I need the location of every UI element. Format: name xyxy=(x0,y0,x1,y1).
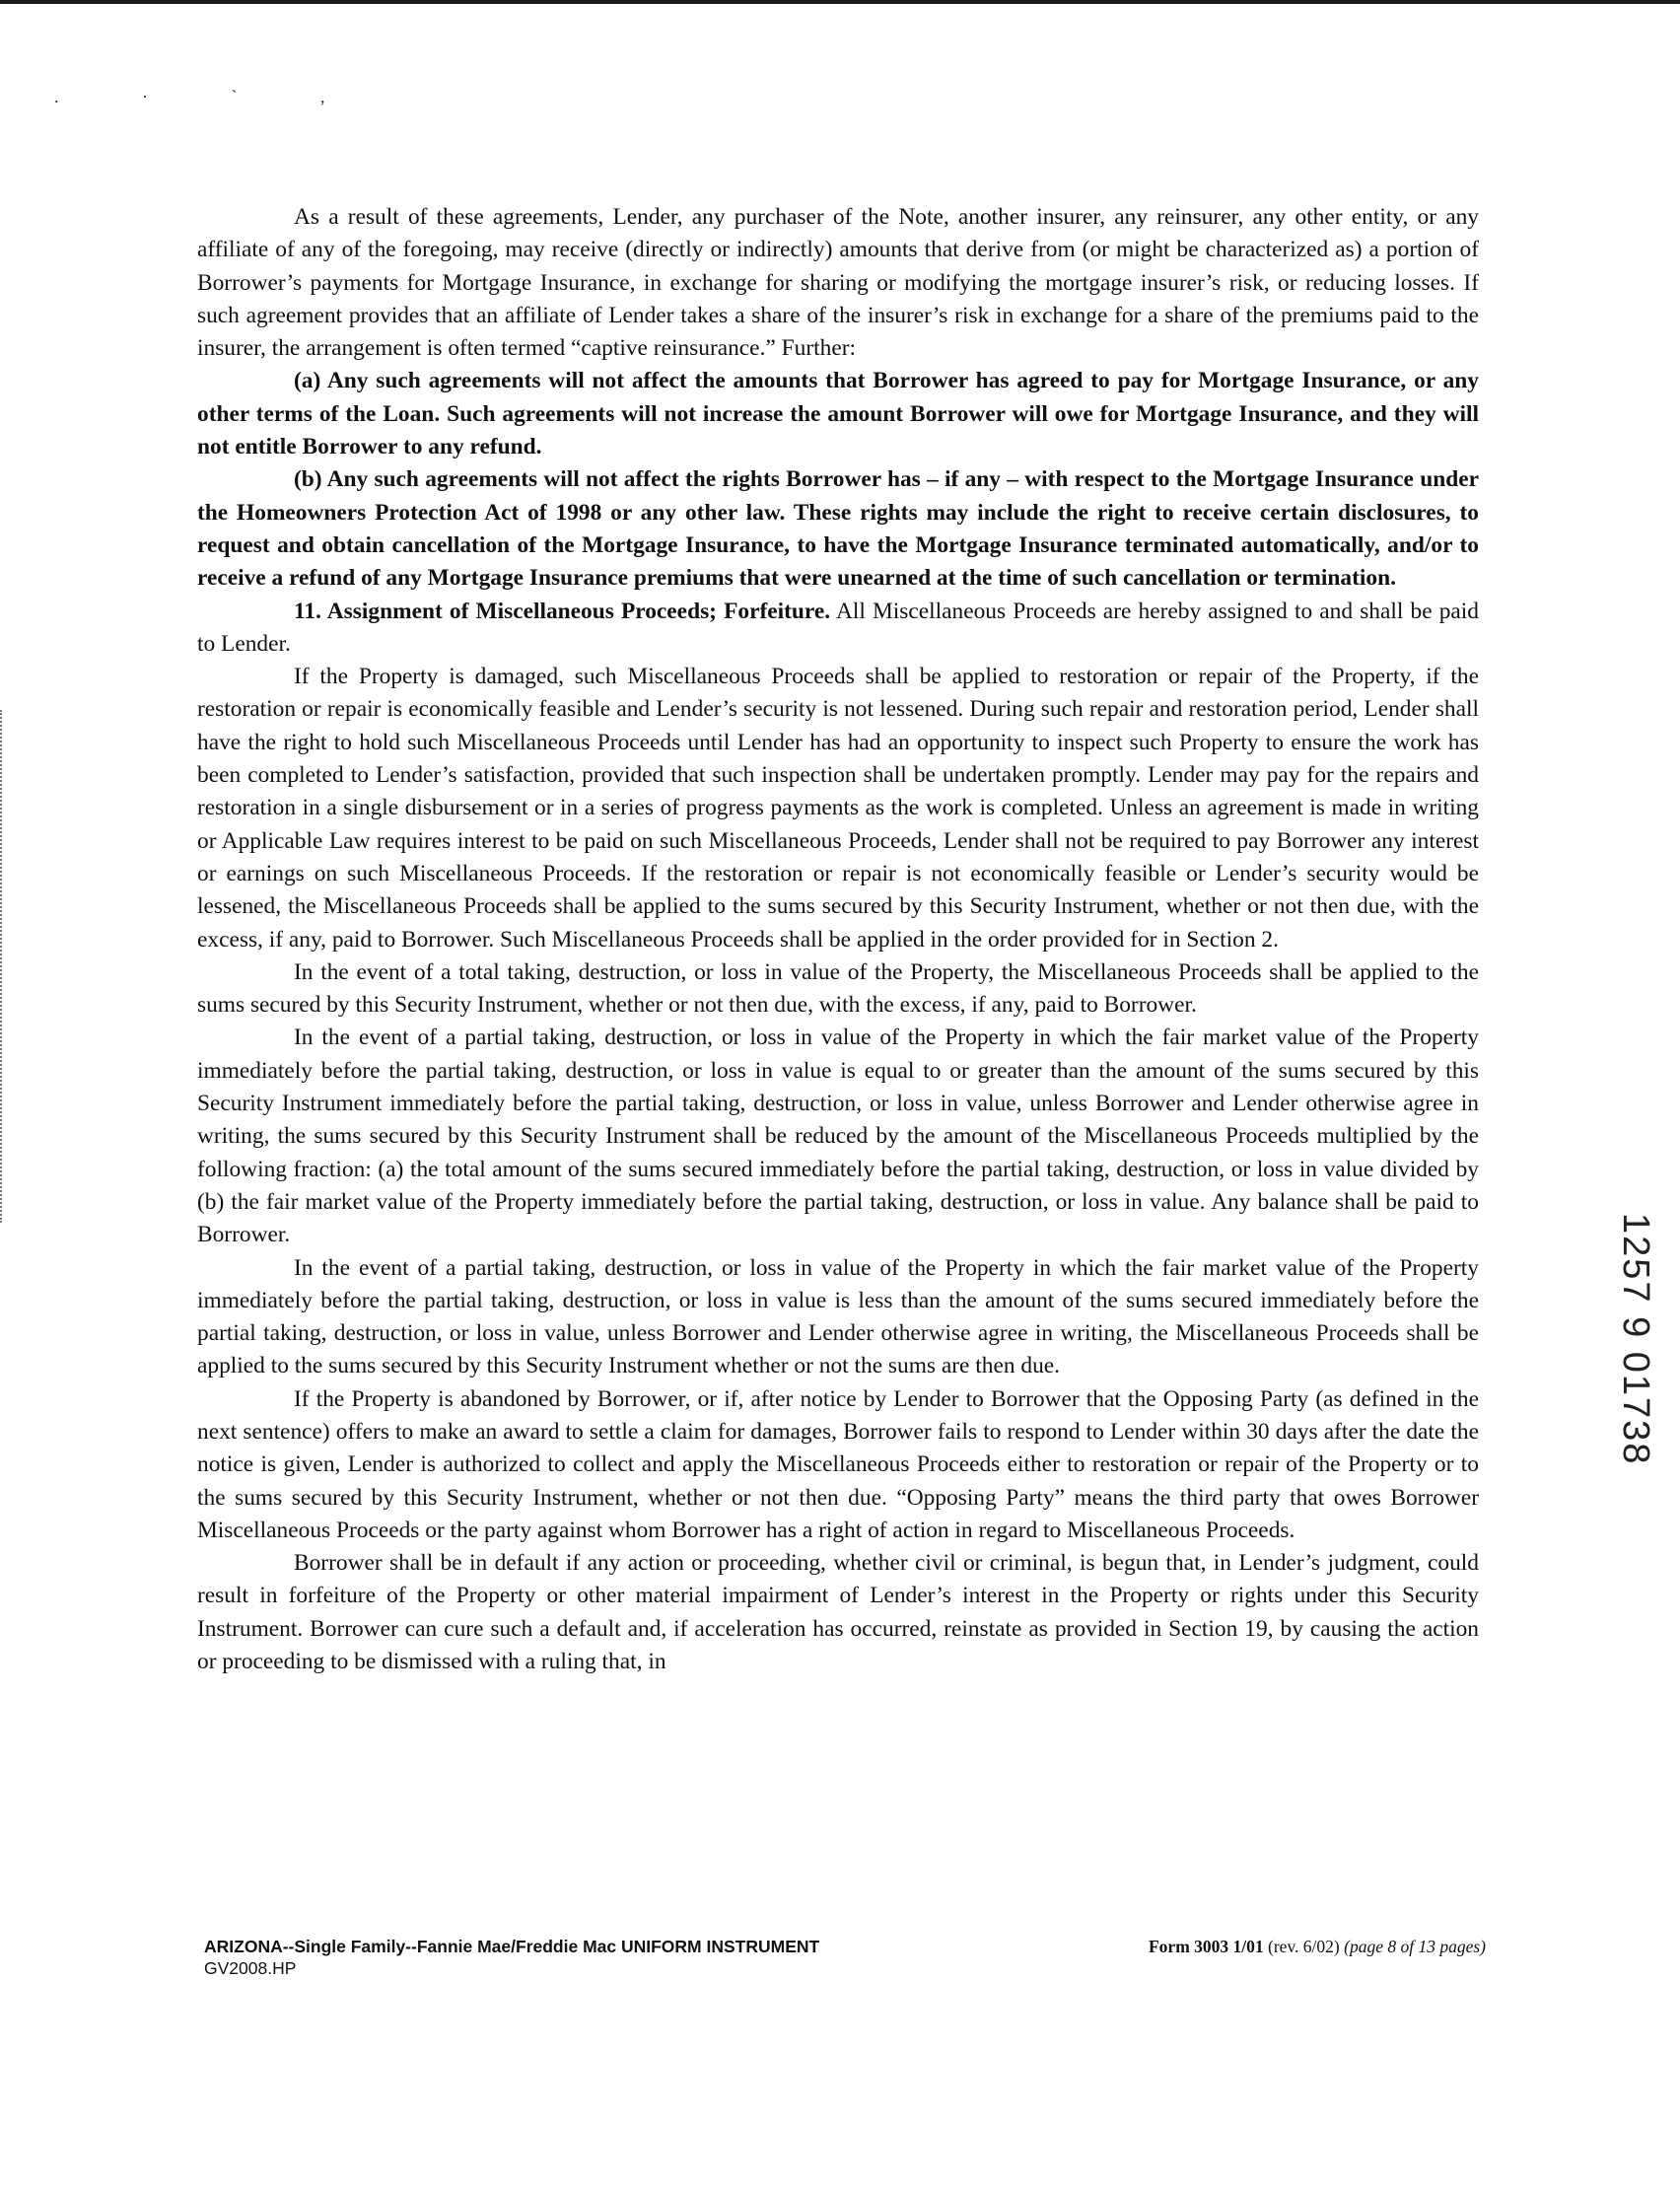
recording-stamp-number: 1257 9 01738 xyxy=(1615,1213,1656,1466)
document-body xyxy=(197,201,1479,1678)
scan-specks: . · ` , xyxy=(54,87,365,106)
paragraph-partial-taking-less: In the event of a partial taking, destruction, or loss in value of the Property in which the fair market value of the Property immediately before the partial taking, destruction, or loss in value is less than the amount of the sums secured immediately before the partial taking, destruction, or loss in value, unless Borrower and Lender otherwise agree in writing, the Miscellaneous Proceeds shall be applied to the sums secured by this Security Instrument whether or not the sums are then due. xyxy=(197,1254,1479,1379)
paragraph-total-taking: In the event of a total taking, destruction, or loss in value of the Property, the Miscellaneous Proceeds shall be applied to the sums secured by this Security Instrument, whether or not then due, with the excess, if any, paid to Borrower. xyxy=(197,958,1479,1019)
paragraph-captive-reinsurance: As a result of these agreements, Lender, any purchaser of the Note, another insurer, any reinsurer, any other entity, or any affiliate of any of the foregoing, may receive (directly or indirectly) amounts that derive from (or might be characterized as) a portion of Borrower’s payments for Mortgage Insurance, in exchange for sharing or modifying the mortgage insurer’s risk, or reducing losses. If such agreement provides that an affiliate of Lender takes a share of the insurer’s risk in exchange for a share of the premiums paid to the insurer, the arrangement is often termed “captive reinsurance.” Further: xyxy=(197,204,1479,362)
scan-top-edge xyxy=(0,0,1680,4)
section-11-heading: 11. Assignment of Miscellaneous Proceeds; Forfeiture. xyxy=(294,598,831,624)
footer-instrument-title: ARIZONA--Single Family--Fannie Mae/Freddie Mac UNIFORM INSTRUMENT xyxy=(204,1937,820,1956)
footer-page-number: (page 8 of 13 pages) xyxy=(1344,1937,1486,1956)
section-11-intro-text: All Miscellaneous Proceeds are hereby assigned to and shall be paid to Lender. xyxy=(197,598,1479,657)
paragraph-default-action: Borrower shall be in default if any action or proceeding, whether civil or criminal, is begun that, in Lender’s judgment, could result in forfeiture of the Property or other material impairment of Lender’s interest in the Property or rights under this Security Instrument. Borrower can cure such a default and, if acceleration has occurred, reinstate as provided in Section 19, by causing the action or proceeding to be dismissed with a ruling that, in xyxy=(197,1550,1479,1675)
paragraph-agreement-b: (b) Any such agreements will not affect the rights Borrower has – if any – with respect to the Mortgage Insurance under the Homeowners Protection Act of 1998 or any other law. These rights may include the right to receive certain disclosures, to request and obtain cancellation of the Mortgage Insurance, to have the Mortgage Insurance terminated automatically, and/or to receive a refund of any Mortgage Insurance premiums that were unearned at the time of such cancellation or termination. xyxy=(197,466,1479,592)
footer-form-code: GV2008.HP xyxy=(204,1958,297,1978)
footer-form-number: Form 3003 1/01 xyxy=(1148,1937,1264,1956)
scan-left-edge-marks xyxy=(0,710,5,1223)
section-11-intro xyxy=(197,596,1479,662)
paragraph-agreement-a: (a) Any such agreements will not affect the amounts that Borrower has agreed to pay for Mortgage Insurance, or any other terms of the Loan. Such agreements will not increase the amount Borrower will owe for Mortgage Insurance, and they will not entitle Borrower to any refund. xyxy=(197,368,1479,460)
paragraph-partial-taking-greater: In the event of a partial taking, destruction, or loss in value of the Property in which the fair market value of the Property immediately before the partial taking, destruction, or loss in value is equal to or greater than the amount of the sums secured by this Security Instrument immediately before the partial taking, destruction, or loss in value, unless Borrower and Lender otherwise agree in writing, the sums secured by this Security Instrument shall be reduced by the amount of the Miscellaneous Proceeds multiplied by the following fraction: (a) the total amount of the sums secured immediately before the partial taking, destruction, or loss in value divided by (b) the fair market value of the Property immediately before the partial taking, destruction, or loss in value. Any balance shall be paid to Borrower. xyxy=(197,1025,1479,1248)
footer-form-info xyxy=(1149,1936,1486,1957)
paragraph-abandoned-property: If the Property is abandoned by Borrower, or if, after notice by Lender to Borrower that the Opposing Party (as defined in the next sentence) offers to make an award to settle a claim for damages, Borrower fails to respond to Lender within 30 days after the date the notice is given, Lender is authorized to collect and apply the Miscellaneous Proceeds either to restoration or repair of the Property or to the sums secured by this Security Instrument, whether or not then due. “Opposing Party” means the third party that owes Borrower Miscellaneous Proceeds or the party against whom Borrower has a right of action in regard to Miscellaneous Proceeds. xyxy=(197,1385,1479,1543)
paragraph-property-damaged: If the Property is damaged, such Miscellaneous Proceeds shall be applied to restoration or repair of the Property, if the restoration or repair is economically feasible and Lender’s security is not lessened. During such repair and restoration period, Lender shall have the right to hold such Miscellaneous Proceeds until Lender has had an opportunity to inspect such Property to ensure the work has been completed to Lender’s satisfaction, provided that such inspection shall be undertaken promptly. Lender may pay for the repairs and restoration in a single disbursement or in a series of progress payments as the work is completed. Unless an agreement is made in writing or Applicable Law requires interest to be paid on such Miscellaneous Proceeds, Lender shall not be required to pay Borrower any interest or earnings on such Miscellaneous Proceeds. If the restoration or repair is not economically feasible or Lender’s security would be lessened, the Miscellaneous Proceeds shall be applied to the sums secured by this Security Instrument, whether or not then due, with the excess, if any, paid to Borrower. Such Miscellaneous Proceeds shall be applied in the order provided for in Section 2. xyxy=(197,664,1479,953)
page-footer xyxy=(204,1936,1486,1979)
footer-revision: (rev. 6/02) xyxy=(1268,1937,1340,1956)
